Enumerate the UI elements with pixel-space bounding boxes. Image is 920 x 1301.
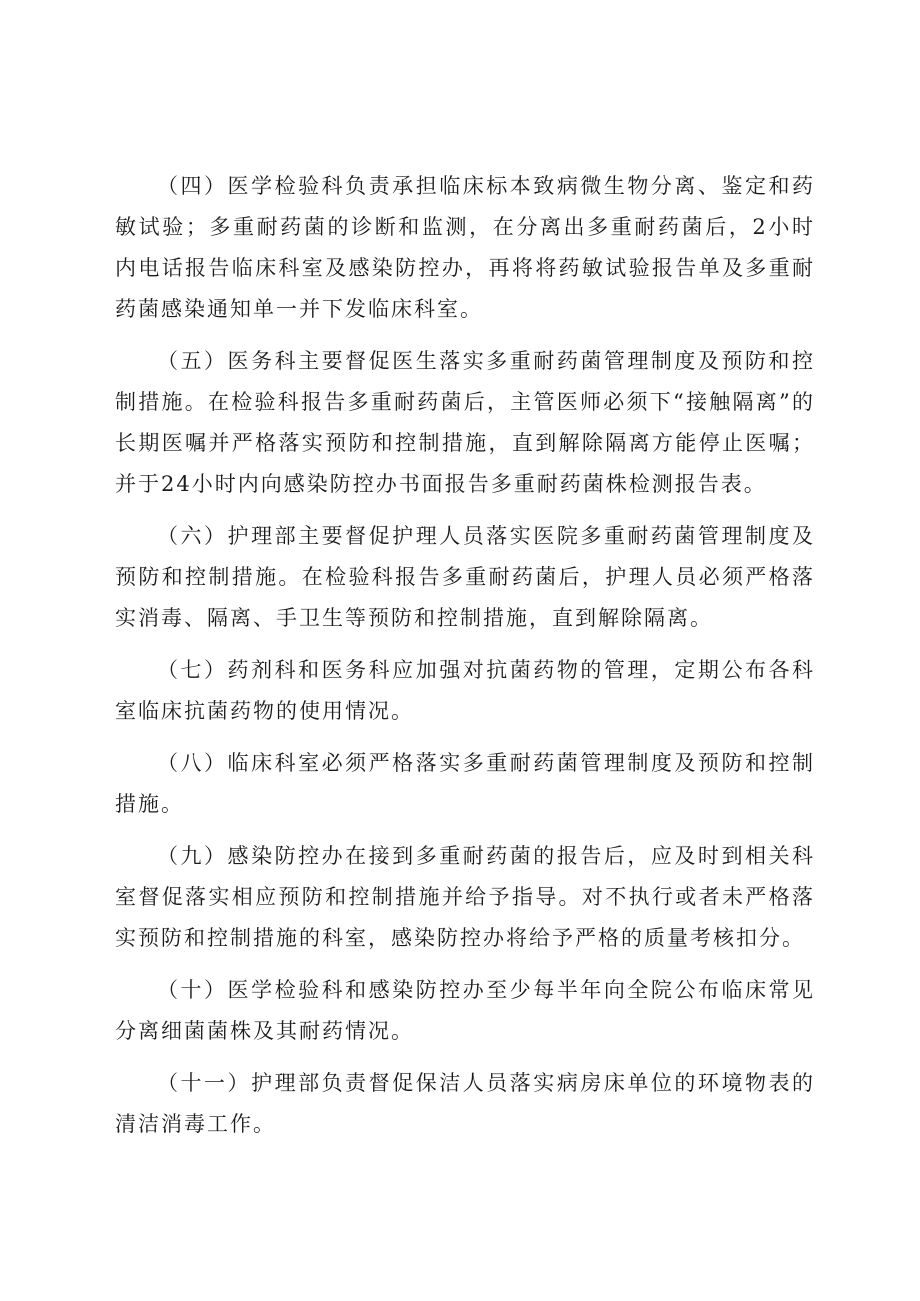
paragraph-seven: （七）药剂科和医务科应加强对抗菌药物的管理，定期公布各科室临床抗菌药物的使用情况。 — [115, 658, 815, 723]
paragraph-five: （五）医务科主要督促医生落实多重耐药菌管理制度及预防和控制措施。在检验科报告多重耐药菌后，主管医师必须下“接触隔离”的长期医嘱并严格落实预防和控制措施，直到解除隔离方能停止医嘱；并于24小时内向感染防控办书面报告多重耐药菌株检测报告表。 — [115, 349, 815, 496]
document-body — [115, 166, 815, 1156]
paragraph-four: （四）医学检验科负责承担临床标本致病微生物分离、鉴定和药敏试验；多重耐药菌的诊断和监测，在分离出多重耐药菌后，2小时内电话报告临床科室及感染防控办，再将将药敏试验报告单及多重耐药菌感染通知单一并下发临床科室。 — [115, 174, 815, 321]
paragraph-nine: （九）感染防控办在接到多重耐药菌的报告后，应及时到相关科室督促落实相应预防和控制措施并给予指导。对不执行或者未严格落实预防和控制措施的科室，感染防控办将给予严格的质量考核扣分。 — [115, 844, 815, 950]
paragraph-ten: （十）医学检验科和感染防控办至少每半年向全院公布临床常见分离细菌菌株及其耐药情况。 — [115, 978, 815, 1043]
paragraph-six: （六）护理部主要督促护理人员落实医院多重耐药菌管理制度及预防和控制措施。在检验科报告多重耐药菌后，护理人员必须严格落实消毒、隔离、手卫生等预防和控制措施，直到解除隔离。 — [115, 524, 815, 630]
paragraph-eleven: （十一）护理部负责督促保洁人员落实病房床单位的环境物表的清洁消毒工作。 — [115, 1071, 815, 1136]
paragraph-eight: （八）临床科室必须严格落实多重耐药菌管理制度及预防和控制措施。 — [115, 751, 815, 816]
